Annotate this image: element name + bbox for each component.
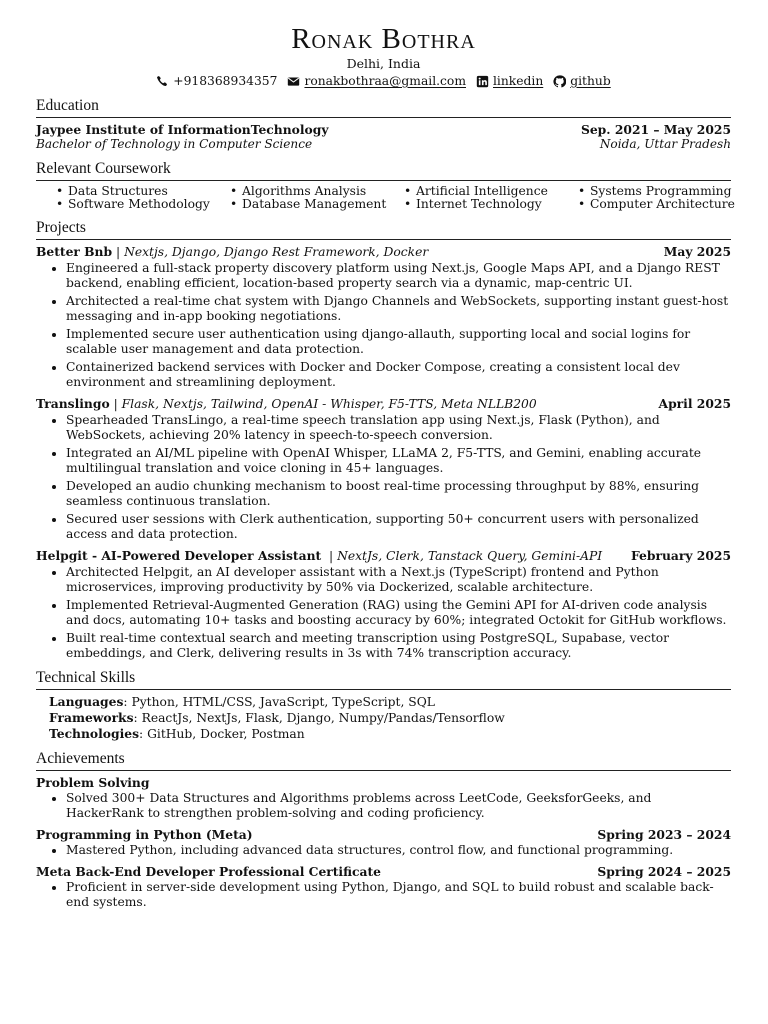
project-bullet: • Architected Helpgit, an AI developer assistant with a Next.js (TypeScript) frontend and Python microservices, improving productivity by 50% via Dockerized, scalable architecture. [66,565,731,595]
degree: Bachelor of Technology in Computer Science [36,137,313,151]
phone-number: +918368934357 [173,74,278,88]
achievement-entry [36,827,731,858]
skills-languages: Languages: Python, HTML/CSS, JavaScript, TypeScript, SQL [49,694,435,709]
project-date: February 2025 [631,548,731,563]
course-item: • Software Methodology [56,197,210,211]
linkedin-item[interactable] [476,73,543,89]
course-item: • Computer Architecture [578,197,735,211]
project-entry: Helpgit - AI-Powered Developer Assistant | NextJs, Clerk, Tanstack Query, Gemini-API February 2025 • Architected Helpgit, an AI developer assistant with a Next.js (TypeScript) frontend and Python microservices, improving productivity by 50% via Dockerized, scalable architecture. • Implemented Retrieval-Augmented Generation (RAG) using the Gemini API for AI-driven code analysis and docs, automating 10+ tasks and boosting accuracy by 60%; integrated Octokit for GitHub workflows. • Built real-time contextual search and meeting transcription using PostgreSQL, Supabase, vector embeddings, and Clerk, delivering results in 3s with 74% transcription accuracy. [36,548,731,661]
project-bullet: • Developed an audio chunking mechanism to boost real-time processing throughput by 88%, ensuring seamless continuous translation. [66,479,731,509]
linkedin-icon [476,75,489,88]
section-title-coursework: Relevant Coursework [36,159,731,181]
email-item[interactable] [287,73,466,89]
education-place: Noida, Uttar Pradesh [599,137,731,151]
achievement-entry [36,775,731,821]
achievement-entry [36,864,731,910]
project-tech: Flask, Nextjs, Tailwind, OpenAI - Whisper, F5-TTS, Meta NLLB200 [121,397,537,411]
project-tech: NextJs, Clerk, Tanstack Query, Gemini-API [337,549,603,563]
project-name: Helpgit - AI-Powered Developer Assistant [36,548,322,563]
skills-frameworks: Frameworks: ReactJs, NextJs, Flask, Django, Numpy/Pandas/Tensorflow [49,710,505,725]
course-item: • Algorithms Analysis [230,184,367,198]
project-name: Translingo [36,396,110,411]
project-bullet: • Built real-time contextual search and meeting transcription using PostgreSQL, Supabase, vector embeddings, and Clerk, delivering results in 3s with 74% transcription accuracy. [66,631,731,661]
section-title-projects: Projects [36,218,731,240]
project-name: Better Bnb [36,244,113,259]
achievement-name: Meta Back-End Developer Professional Certificate [36,864,382,879]
phone-icon [156,75,169,88]
project-bullet: • Implemented Retrieval-Augmented Generation (RAG) using the Gemini API for AI-driven code analysis and docs, automating 10+ tasks and boosting accuracy by 60%; integrated Octokit for GitHub workflows. [66,598,731,628]
contact-bar [36,73,731,89]
email-link[interactable]: ronakbothraa@gmail.com [304,74,466,88]
project-bullet: • Secured user sessions with Clerk authentication, supporting 50+ concurrent users with personalized access and data protection. [66,512,731,542]
phone-item [156,73,277,89]
project-date: April 2025 [658,396,731,411]
resume-page [36,22,735,913]
achievement-bullet: • Mastered Python, including advanced data structures, control flow, and functional programming. [66,843,731,858]
location: Delhi, India [346,56,421,71]
project-bullet: • Spearheaded TransLingo, a real-time speech translation app using Next.js, Flask (Python), and WebSockets, achieving 20% latency in speech-to-speech conversion. [66,413,731,443]
project-bullet: • Implemented secure user authentication using django-allauth, supporting local and social logins for scalable user management and data protection. [66,327,731,357]
project-tech: Nextjs, Django, Django Rest Framework, Docker [124,245,429,259]
project-bullet: • Architected a real-time chat system with Django Channels and WebSockets, supporting instant guest-host messaging and in-app booking negotiations. [66,294,731,324]
section-title-achievements: Achievements [36,749,731,771]
education-entry [36,122,731,152]
envelope-icon [287,75,300,88]
course-item: • Internet Technology [404,197,542,211]
project-bullet: • Containerized backend services with Docker and Docker Compose, creating a consistent local dev environment and streamlining deployment. [66,360,731,390]
candidate-name: Ronak Bothra [291,23,476,55]
course-item: • Data Structures [56,184,168,198]
course-item: • Artificial Intelligence [404,184,548,198]
achievement-name: Programming in Python (Meta) [36,827,253,842]
project-entry: Translingo | Flask, Nextjs, Tailwind, OpenAI - Whisper, F5-TTS, Meta NLLB200 April 2025 • Spearheaded TransLingo, a real-time speech translation app using Next.js, Flask (Python), and WebSockets, achieving 20% latency in speech-to-speech conversion. • Integrated an AI/ML pipeline with OpenAI Whisper, LLaMA 2, F5-TTS, and Gemini, enabling accurate multilingual translation and voice cloning in 45+ languages. • Developed an audio chunking mechanism to boost real-time processing throughput by 88%, ensuring seamless continuous translation. • Secured user sessions with Clerk authentication, supporting 50+ concurrent users with personalized access and data protection. [36,396,731,542]
course-item: • Systems Programming [578,184,732,198]
course-item: • Database Management [230,197,387,211]
coursework-grid [36,184,735,211]
skills-technologies: Technologies: GitHub, Docker, Postman [49,726,305,741]
achievement-bullet: • Solved 300+ Data Structures and Algorithms problems across LeetCode, GeeksforGeeks, and HackerRank to strengthen problem-solving and coding proficiency. [66,791,731,821]
project-date: May 2025 [663,244,731,259]
education-dates: Sep. 2021 – May 2025 [580,122,731,137]
github-icon [553,75,566,88]
github-item[interactable] [553,73,610,89]
achievement-date: Spring 2024 – 2025 [597,864,731,879]
achievement-bullet: • Proficient in server-side development using Python, Django, and SQL to build robust and scalable back-end systems. [66,880,731,910]
achievement-name: Problem Solving [36,775,150,790]
skills-block [36,694,731,742]
github-link[interactable]: github [570,74,611,88]
linkedin-link[interactable]: linkedin [493,74,544,88]
section-title-education: Education [36,96,731,118]
achievement-date: Spring 2023 – 2024 [597,827,731,842]
project-bullet: • Engineered a full-stack property discovery platform using Next.js, Google Maps API, and a Django REST backend, enabling efficient, location-based property search via a dynamic, map-centric UI. [66,261,731,291]
section-title-skills: Technical Skills [36,668,731,690]
project-bullet: • Integrated an AI/ML pipeline with OpenAI Whisper, LLaMA 2, F5-TTS, and Gemini, enabling accurate multilingual translation and voice cloning in 45+ languages. [66,446,731,476]
project-entry: Better Bnb | Nextjs, Django, Django Rest Framework, Docker May 2025 • Engineered a full-stack property discovery platform using Next.js, Google Maps API, and a Django REST backend, enabling efficient, location-based property search via a dynamic, map-centric UI. • Architected a real-time chat system with Django Channels and WebSockets, supporting instant guest-host messaging and in-app booking negotiations. • Implemented secure user authentication using django-allauth, supporting local and social logins for scalable user management and data protection. • Containerized backend services with Docker and Docker Compose, creating a consistent local dev environment and streamlining deployment. [36,244,731,390]
school-name: Jaypee Institute of InformationTechnology [36,122,329,137]
